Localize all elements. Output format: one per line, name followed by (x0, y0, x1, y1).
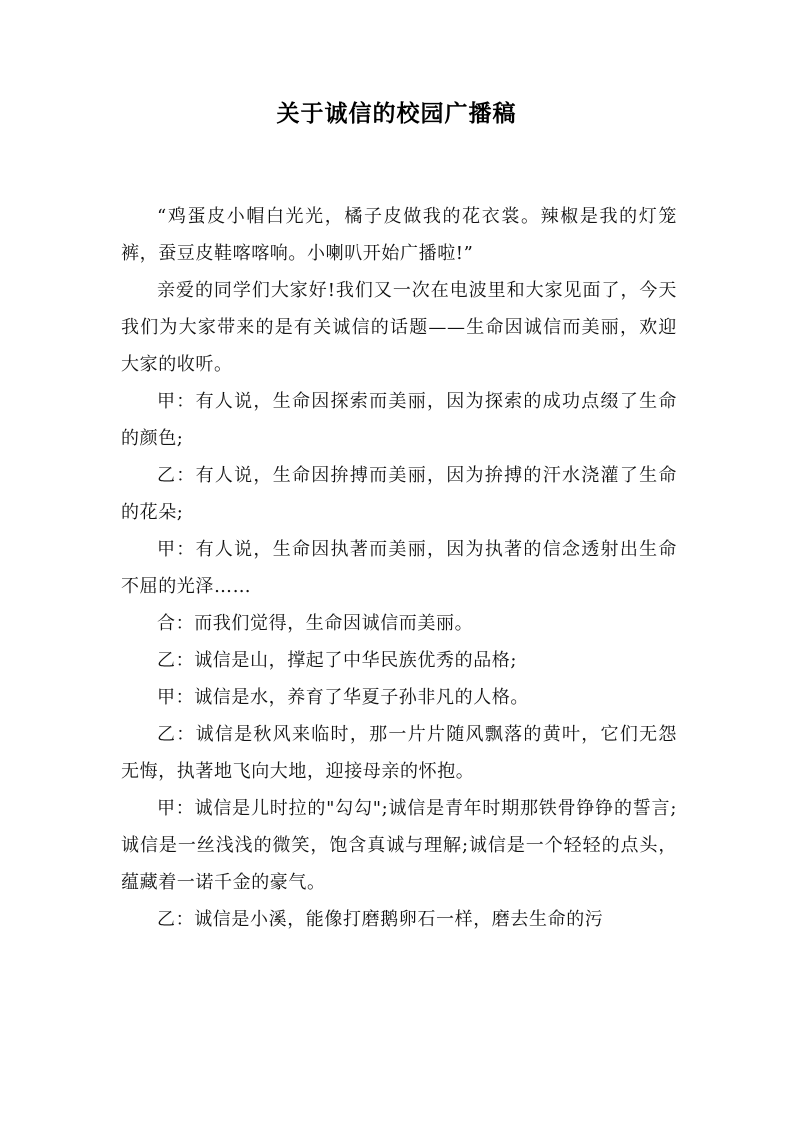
paragraph-dialogue: 乙：诚信是山，撑起了中华民族优秀的品格; (157, 650, 518, 671)
paragraph-dialogue: 合：而我们觉得，生命因诚信而美丽。 (157, 613, 474, 634)
paragraph-dialogue: 乙：诚信是秋风来临时，那一片片随风飘落的黄叶，它们无怨无悔，执著地飞向大地，迎接母亲的怀抱。 (121, 724, 677, 782)
paragraph-dialogue: 甲：有人说，生命因执著而美丽，因为执著的信念透射出生命不屈的光泽…… (121, 539, 677, 597)
paragraph-dialogue: 甲：有人说，生命因探索而美丽，因为探索的成功点缀了生命的颜色; (121, 391, 677, 449)
document-title: 关于诚信的校园广播稿 (276, 101, 517, 127)
paragraph-opening-rhyme: “鸡蛋皮小帽白光光，橘子皮做我的花衣裳。辣椒是我的灯笼裤，蚕豆皮鞋喀喀响。小喇叭开始广播啦!” (121, 206, 677, 264)
paragraph-dialogue: 乙：诚信是小溪，能像打磨鹅卵石一样，磨去生命的污 (157, 909, 604, 930)
paragraph-dialogue: 乙：有人说，生命因拚搏而美丽，因为拚搏的汗水浇灌了生命的花朵; (121, 465, 677, 523)
paragraph-dialogue: 甲：诚信是水，养育了华夏子孙非凡的人格。 (157, 687, 529, 708)
paragraph-dialogue: 甲：诚信是儿时拉的"勾勾";诚信是青年时期那铁骨铮铮的誓言;诚信是一丝浅浅的微笑，饱含真诚与理解;诚信是一个轻轻的点头，蕴藏着一诺千金的豪气。 (121, 798, 677, 893)
paragraph-greeting: 亲爱的同学们大家好!我们又一次在电波里和大家见面了，今天我们为大家带来的是有关诚信的话题——生命因诚信而美丽，欢迎大家的收听。 (121, 280, 677, 375)
document-body (121, 198, 677, 938)
